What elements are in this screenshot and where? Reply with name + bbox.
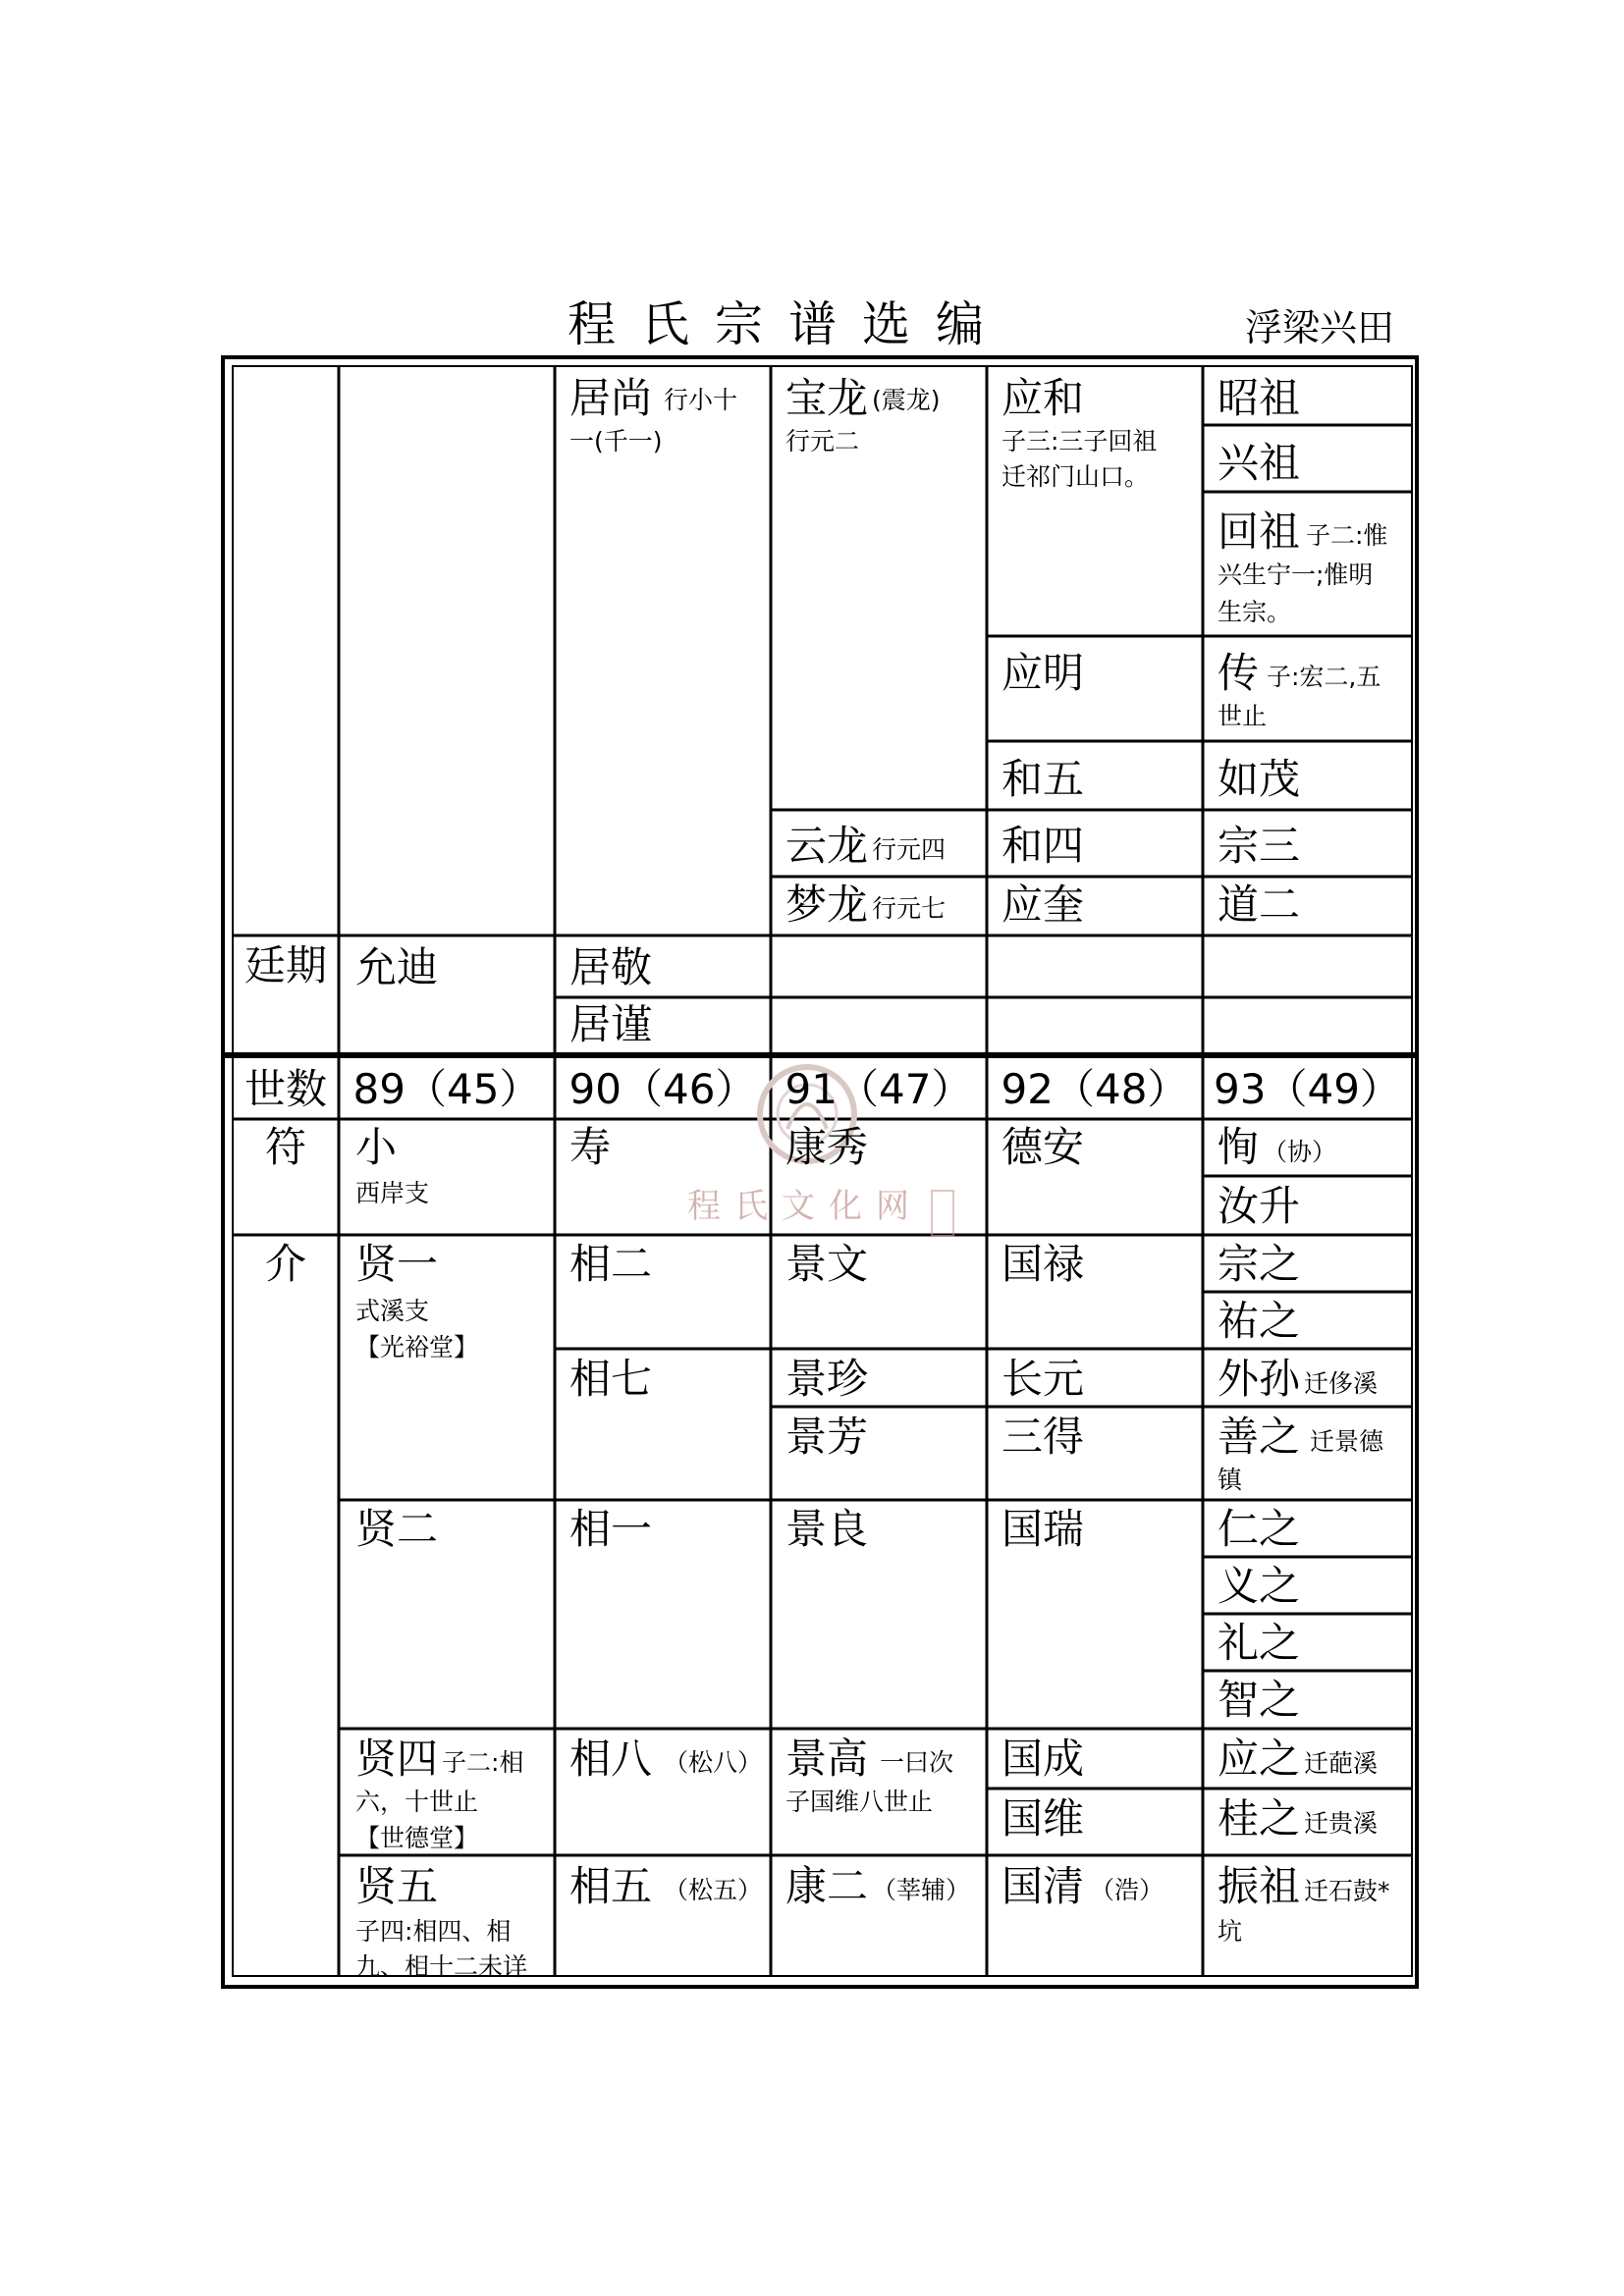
guo-wei-name: 国维 (1001, 1794, 1085, 1842)
chuan-note: 世止 (1218, 702, 1268, 730)
xun-name: 恂 (1218, 1123, 1260, 1171)
kang-er-name: 康二 (785, 1862, 869, 1910)
chuan-note: 子:宏二,五 (1267, 663, 1381, 691)
guo-qing-alias: （浩） (1090, 1876, 1164, 1904)
yan-qi-label: 廷期 (244, 941, 327, 989)
generation-91: 91（47） (785, 1065, 973, 1113)
jing-gao-note: 子国维八世止 (785, 1788, 934, 1816)
ying-he-note: 迁祁门山口。 (1001, 462, 1150, 491)
hui-zu-name: 回祖 (1218, 507, 1301, 556)
ju-shang-note: 一(千一) (569, 427, 663, 455)
wai-sun-name: 外孙 (1218, 1355, 1301, 1403)
xing-zu-name: 兴祖 (1218, 439, 1301, 487)
zong-zhi-name: 宗之 (1218, 1240, 1301, 1288)
guo-lu-name: 国禄 (1001, 1240, 1085, 1288)
ying-kui-name: 应奎 (1001, 881, 1085, 929)
generation-90: 90（46） (568, 1065, 757, 1113)
xian-wu-name: 贤五 (355, 1862, 439, 1910)
kang-xiu-name: 康秀 (785, 1123, 869, 1171)
wai-sun-note: 迁侈溪 (1304, 1369, 1379, 1398)
zhao-zu-name: 昭祖 (1218, 374, 1301, 422)
he-wu-name: 和五 (1001, 755, 1085, 803)
zhi-zhi-name: 智之 (1218, 1676, 1301, 1724)
jing-wen-name: 景文 (785, 1240, 869, 1288)
xian-wu-note: 九、相十二未详 (355, 1952, 528, 1981)
yun-long-note: 行元四 (872, 835, 947, 864)
zhen-zu-note: 迁石鼓* (1304, 1877, 1390, 1905)
xiang-ba-alias: （松八） (664, 1748, 763, 1777)
xiao-branch: 西岸支 (355, 1179, 430, 1207)
page-title: 程氏宗谱选编 (568, 296, 1010, 352)
xian-si-hall: 【世德堂】 (355, 1824, 479, 1852)
meng-long-name: 梦龙 (785, 881, 869, 929)
zhen-zu-name: 振祖 (1218, 1862, 1301, 1910)
xian-si-name: 贤四 (355, 1735, 439, 1783)
generation-92: 92（48） (1001, 1065, 1189, 1113)
ying-zhi-note: 迁葩溪 (1304, 1749, 1379, 1778)
meng-long-note: 行元七 (872, 894, 947, 923)
xian-wu-note: 子四:相四、相 (355, 1917, 512, 1946)
shan-zhi-name: 善之 (1218, 1413, 1301, 1461)
bao-long-note: 行元二 (785, 427, 860, 455)
xian-er-name: 贤二 (355, 1505, 439, 1553)
xiang-yi-name: 相一 (569, 1505, 653, 1553)
xian-si-note: 六，十世止 (355, 1788, 479, 1816)
san-de-name: 三得 (1001, 1413, 1085, 1461)
yun-di-name: 允迪 (355, 943, 439, 991)
you-zhi-name: 祐之 (1218, 1297, 1301, 1345)
xiang-wu-alias: （松五） (664, 1876, 763, 1904)
guo-qing-name: 国清 (1001, 1862, 1085, 1910)
watermark-text: 程氏文化网 (687, 1187, 923, 1226)
generation-93: 93（49） (1214, 1065, 1401, 1113)
zong-san-name: 宗三 (1218, 822, 1301, 870)
xiang-qi-name: 相七 (569, 1355, 653, 1403)
de-an-name: 德安 (1001, 1123, 1085, 1171)
jing-liang-name: 景良 (785, 1505, 869, 1553)
bao-long-alias: (震龙) (872, 386, 941, 414)
ying-ming-name: 应明 (1001, 649, 1085, 697)
hui-zu-note: 兴生宁一;惟明 (1218, 561, 1374, 589)
gui-zhi-note: 迁贵溪 (1304, 1809, 1379, 1838)
shou-name: 寿 (569, 1123, 612, 1171)
jing-zhen-name: 景珍 (785, 1355, 869, 1403)
xian-yi-hall: 【光裕堂】 (355, 1333, 479, 1362)
xiao-name: 小 (355, 1123, 398, 1171)
shan-zhi-note: 镇 (1218, 1466, 1243, 1494)
generation-header-label: 世数 (244, 1065, 327, 1113)
jing-fang-name: 景芳 (785, 1413, 869, 1461)
generation-89: 89（45） (352, 1065, 541, 1113)
gui-zhi-name: 桂之 (1218, 1794, 1301, 1842)
jing-gao-note: 一曰次 (880, 1748, 954, 1777)
bao-long-name: 宝龙 (785, 374, 869, 422)
shan-zhi-note: 迁景德 (1310, 1427, 1384, 1456)
xiang-wu-name: 相五 (569, 1862, 653, 1910)
watermark-stamp-icon (931, 1190, 954, 1237)
fu-label: 符 (264, 1123, 306, 1171)
ying-zhi-name: 应之 (1218, 1735, 1301, 1783)
jing-gao-name: 景高 (785, 1735, 869, 1783)
ren-zhi-name: 仁之 (1218, 1505, 1301, 1553)
hui-zu-note: 生宗。 (1218, 598, 1292, 626)
ju-shang-name: 居尚 (569, 374, 653, 422)
yun-long-name: 云龙 (785, 822, 869, 870)
hui-zu-note: 子二:惟 (1306, 521, 1388, 550)
xiang-er-name: 相二 (569, 1240, 653, 1288)
ru-mao-name: 如茂 (1218, 755, 1301, 803)
ru-sheng-name: 汝升 (1218, 1182, 1301, 1230)
ju-shang-note: 行小十 (664, 386, 738, 414)
xiang-ba-name: 相八 (569, 1735, 653, 1783)
xian-yi-branch: 式溪支 (355, 1297, 430, 1325)
chuan-name: 传 (1218, 649, 1260, 697)
place-name: 浮梁兴田 (1245, 306, 1395, 349)
he-si-name: 和四 (1001, 822, 1085, 870)
ying-he-note: 子三:三子回祖 (1001, 427, 1158, 455)
dao-er-name: 道二 (1218, 881, 1301, 929)
ju-jing-name: 居敬 (569, 943, 653, 991)
guo-rui-name: 国瑞 (1001, 1505, 1085, 1553)
zhen-zu-note: 坑 (1218, 1917, 1243, 1946)
xian-yi-name: 贤一 (355, 1240, 439, 1288)
guo-cheng-name: 国成 (1001, 1735, 1085, 1783)
xian-si-note: 子二:相 (442, 1748, 524, 1777)
ying-he-name: 应和 (1001, 374, 1085, 422)
ju-jin-name: 居谨 (569, 1000, 653, 1048)
chang-yuan-name: 长元 (1001, 1355, 1085, 1403)
xun-alias: （协） (1263, 1138, 1337, 1166)
yi-zhi-name: 义之 (1218, 1562, 1301, 1610)
li-zhi-name: 礼之 (1218, 1619, 1301, 1667)
kang-er-alias: （莘辅） (872, 1876, 971, 1904)
jie-label: 介 (264, 1240, 306, 1288)
